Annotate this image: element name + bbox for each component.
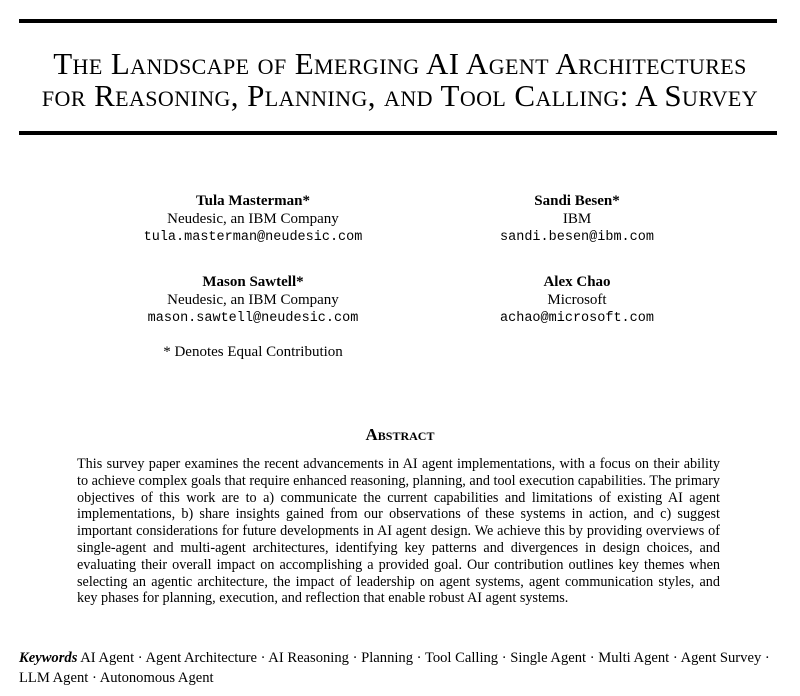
top-rule	[19, 19, 777, 23]
keyword-item: Agent Survey	[680, 650, 762, 666]
keyword-item: AI Reasoning	[268, 650, 349, 666]
author-block	[412, 273, 742, 329]
author-block	[412, 192, 742, 248]
keyword-separator: ·	[586, 650, 599, 666]
author-name: Sandi Besen*	[534, 193, 620, 209]
author-name: Tula Masterman*	[195, 193, 311, 209]
keyword-item: LLM Agent	[19, 670, 89, 686]
author-name: Mason Sawtell*	[202, 274, 304, 290]
keyword-separator: ·	[88, 670, 100, 686]
keyword-item: Autonomous Agent	[99, 670, 214, 686]
keyword-separator: ·	[761, 650, 770, 666]
paper-title-line-1: The Landscape of Emerging AI Agent Architectures	[53, 46, 747, 81]
author-email[interactable]: achao@microsoft.com	[500, 311, 654, 326]
author-affiliation: Neudesic, an IBM Company	[167, 292, 339, 308]
abstract-heading: Abstract	[365, 425, 435, 444]
bottom-rule	[19, 131, 777, 135]
author-email[interactable]: sandi.besen@ibm.com	[500, 230, 654, 245]
author-block	[88, 273, 418, 329]
author-email[interactable]: tula.masterman@neudesic.com	[143, 230, 363, 245]
author-name: Alex Chao	[543, 274, 611, 290]
keyword-separator: ·	[413, 650, 425, 666]
abstract-text: This survey paper examines the recent advancements in AI agent implementations, with a focus on their ability to achieve complex goals that require enhanced reasoning, planning, and tool execution capabilities. The primary objectives of this work are to a) communicate the current capabilities and limitations of existing AI agent implementations, b) share insights gained from our observations of these systems in action, and c) suggest important considerations for future developments in AI agent design. We achieve this by providing overviews of single-agent and multi-agent architectures, identifying key patterns and divergences in design choices, and evaluating their overall impact on accomplishing a provided goal. Our contribution outlines key themes when selecting an agentic architecture, the impact of leadership on agent systems, agent communication styles, and key phases for planning, execution, and reflection that enable robust AI agent systems.	[77, 456, 720, 607]
author-affiliation: Neudesic, an IBM Company	[167, 211, 339, 227]
keyword-separator: ·	[498, 650, 511, 666]
author-affiliation: IBM	[562, 211, 592, 227]
keyword-separator: ·	[669, 650, 681, 666]
keyword-separator: ·	[134, 650, 146, 666]
keyword-separator: ·	[348, 650, 362, 666]
keyword-item: Tool Calling	[424, 650, 499, 666]
keywords-label: Keywords	[19, 650, 78, 666]
keyword-item: Single Agent	[510, 650, 587, 666]
keyword-item: Agent Architecture	[145, 650, 257, 666]
keyword-separator: ·	[256, 650, 269, 666]
equal-contribution-note: * Denotes Equal Contribution	[163, 344, 343, 360]
paper-title-line-2: for Reasoning, Planning, and Tool Calling: A Survey	[41, 78, 759, 113]
author-email[interactable]: mason.sawtell@neudesic.com	[147, 311, 359, 326]
author-block	[88, 192, 418, 248]
author-affiliation: Microsoft	[547, 292, 607, 308]
keyword-item: Planning	[361, 650, 414, 666]
keyword-item: Multi Agent	[598, 650, 670, 666]
keywords-section	[19, 648, 781, 688]
keywords-list	[19, 650, 770, 686]
keyword-item: AI Agent	[80, 650, 135, 666]
